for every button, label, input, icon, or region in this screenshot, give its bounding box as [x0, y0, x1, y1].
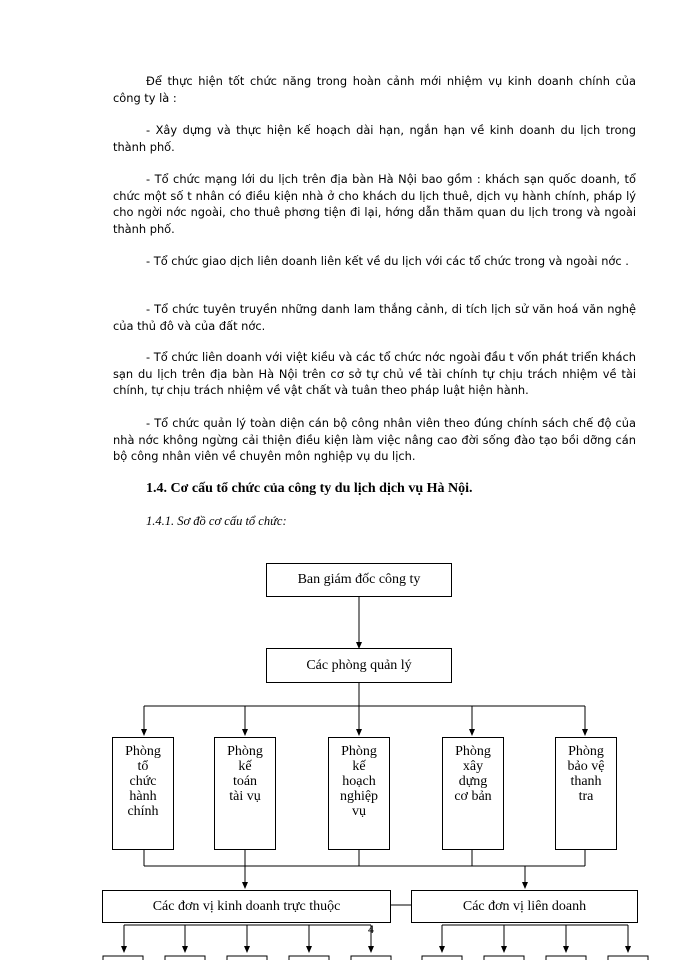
paragraph-task-2: - Tổ chức mạng lới du lịch trên địa bàn Hà Nội bao gồm : khách sạn quốc doanh, tổ chức một số t nhân có điều kiện nhà ở cho khách du lịch thuê, dịch vụ hành chính, pháp lý cho ngời nớc ngoài, cho thuê phơng tiện đi lại, hớng dẫn thăm quan du lịch trong và ngoài thành phố. [113, 172, 636, 236]
paragraph-task-5: - Tổ chức liên doanh với việt kiều và các tổ chức nớc ngoài đầu t vốn phát triển khách sạn du lịch trên địa bàn Hà Nội trên cơ sở tự chủ về tài chính tự chịu trách nhiệm về tài chính, tự chịu trách nhiệm về vật chất và tuân theo pháp luật hiện hành. [113, 350, 636, 397]
paragraph-task-1: - Xây dựng và thực hiện kế hoạch dài hạn, ngắn hạn về kinh doanh du lịch trong thành phố. [113, 123, 636, 154]
org-box-business-units: Các đơn vị kinh doanh trực thuộc [102, 890, 391, 923]
org-box-dept-accounting: Phòng kế toán tài vụ [214, 737, 276, 850]
paragraph-task-6: - Tổ chức quản lý toàn diện cán bộ công nhân viên theo đúng chính sách chế độ của nhà nớc không ngừng cải thiện điều kiện làm việc nâng cao đời sống đào tạo bồi dỡng cán bộ công nhân viên về chuyên môn nghiệp vụ du lịch. [113, 416, 636, 463]
paragraph-intro: Để thực hiện tốt chức năng trong hoàn cảnh mới nhiệm vụ kinh doanh chính của công ty là : [113, 74, 636, 105]
paragraph-task-4: - Tổ chức tuyên truyền những danh lam thắng cảnh, di tích lịch sử văn hoá văn nghệ của thủ đô và của đất nớc. [113, 302, 636, 333]
paragraph-task-3: - Tổ chức giao dịch liên doanh liên kết về du lịch với các tổ chức trong và ngoài nớc . [146, 254, 629, 268]
org-box-joint-ventures: Các đơn vị liên doanh [411, 890, 638, 923]
org-box-dept-planning: Phòng kế hoạch nghiệp vụ [328, 737, 390, 850]
org-box-management-departments: Các phòng quản lý [266, 648, 452, 683]
org-box-dept-security: Phòng bảo vệ thanh tra [555, 737, 617, 850]
org-box-board-of-directors: Ban giám đốc công ty [266, 563, 452, 597]
section-heading: 1.4. Cơ cấu tổ chức của công ty du lịch dịch vụ Hà Nội. [146, 481, 473, 496]
subsection-heading: 1.4.1. Sơ đồ cơ cấu tổ chức: [146, 514, 287, 528]
page-number: 4 [368, 922, 374, 936]
org-box-dept-admin: Phòng tổ chức hành chính [112, 737, 174, 850]
org-box-dept-construction: Phòng xây dựng cơ bản [442, 737, 504, 850]
